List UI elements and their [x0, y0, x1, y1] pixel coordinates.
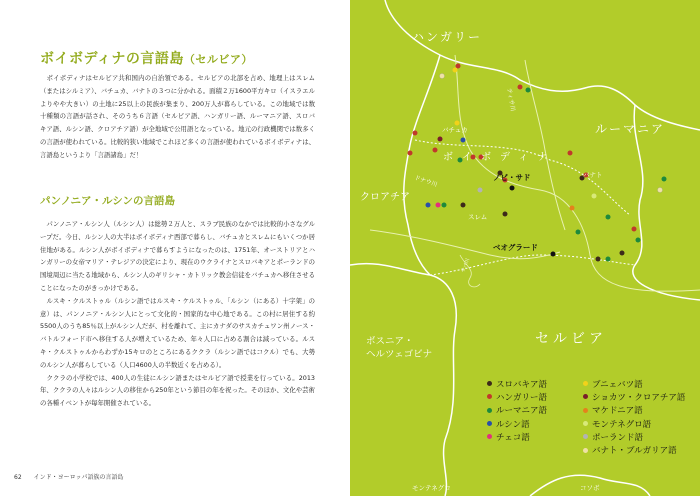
legend-item: ポーランド語: [583, 430, 685, 443]
legend-item: マケドニア語: [583, 404, 685, 417]
legend-item: ハンガリー語: [487, 390, 547, 403]
legend-left: [487, 377, 547, 443]
page-title: ボイボディナの言語島（セルビア）: [40, 51, 253, 67]
paragraph-ruski-krstur: ルスキ・クルストゥル（ルシン語ではルスキ・ケルストゥル、「ルシン（にある）十字架」の意）は、パンノニア・ルシン人にとって文化的・国家的な中心地である。この村に居住する約5500人のうち85％以上がルシン人だが、村を離れて、主にカナダのサスカチュワン州ノース・バトルフォード市へ移住する人が増えているため、年々人口に占める割合は減っている。ルスキ・クルストゥルからわずか15キロのところにあるククラ（ルシン語ではコクル）でも、大勢のルシン人が暮らしている（人口4600人の半数近くを占める）。: [40, 296, 315, 369]
map-page: [350, 0, 700, 496]
legend-dot: [487, 408, 492, 413]
border-bosnia: [350, 264, 456, 496]
legend-item: チェコ語: [487, 430, 547, 443]
page-footer: [14, 472, 123, 481]
legend-dot: [583, 434, 588, 439]
legend-dot: [487, 394, 492, 399]
legend-item: ブニェバツ語: [583, 377, 685, 390]
label-novi-sad: ノビ・サド: [493, 173, 531, 182]
paragraph-rusyn: パンノニア・ルシン人（ルシン人）は総勢２万人と、スラブ民族のなかでは比較的小さなグループだ。今日、ルシン人の大半はボイボディナ西部で暮らし、バチュカとスレムにもいくつか居住地がある。ルシン人がボイボディナで暮らすようになったのは、1751年、オーストリアとハンガリーの女帝マリア・テレジアの決定により、現在のウクライナとスロバキアとポーランドの国境周辺に当たる地域から、ルシン人のギリシャ・カトリック教会信徒をバチュカへ移住させることになったのがきっかけである。: [40, 220, 315, 292]
legend-dot: [583, 381, 588, 386]
belgrade-dot: [551, 252, 556, 257]
label-romania: ルーマニア: [595, 122, 666, 136]
legend-item: ルシン語: [487, 417, 547, 430]
section-heading: パンノニア・ルシンの言語島: [40, 195, 176, 207]
label-danube: ドナウ川: [413, 174, 439, 189]
legend-item: バナト・ブルガリア語: [583, 443, 685, 456]
label-belgrade: ベオグラード: [493, 243, 538, 252]
label-sava: サバ川: [460, 257, 472, 274]
body-paragraphs: [40, 218, 315, 410]
label-srem: スレム: [468, 213, 488, 221]
legend-dot: [487, 421, 492, 426]
legend-item: ルーマニア語: [487, 404, 547, 417]
running-head: インド・ヨーロッパ語族の言語島: [33, 474, 124, 481]
legend-item: スロバキア語: [487, 377, 547, 390]
label-vojvodina: ボイボディナ: [443, 152, 557, 163]
label-tisza: ティサ川: [505, 87, 517, 112]
legend-dot: [583, 394, 588, 399]
label-bosnia: ボスニア・ ヘルツェゴビナ: [366, 336, 433, 360]
paragraph-kucura: ククラの小学校では、400人の生徒にルシン語またはセルビア語で授業を行っている。2013年、ククラの人々はルシン人の移住から250年という節目の年を祝った。そのほか、文化や芸術の各種イベントが毎年開催されている。: [40, 373, 315, 408]
border-hungary-serbia: [385, 0, 700, 130]
legend-item: モンテネグロ語: [583, 417, 685, 430]
legend-dot: [583, 448, 588, 453]
label-backa: バチュカ: [442, 126, 468, 134]
legend-dot: [583, 421, 588, 426]
novi-sad-dot: [510, 186, 515, 191]
label-hungary: ハンガリー: [412, 30, 483, 44]
legend-dot: [487, 381, 492, 386]
legend-right: [583, 377, 685, 457]
intro-paragraph: ボイボディナはセルビア共和国内の自治領である。セルビアの北部を占め、地理上はスレム（またはシルミア）、バチュカ、バナトの３つに分かれる。面積２万1600平方キロ（イスラエルよりやや大きい）の土地に25以上の民族が集まり、200万人が暮らしている。この地域では数十種類の言語が話され、そのうち６言語（セルビア語、ハンガリー語、ルーマニア語、スロバキア語、ルシン語、クロアチア語）が全地域で公用語となっている。地元の行政機関では数多くの言語が使われている。比較的狭い地域でこれほど多くの言語が使われているボイボディナは、言語島というより「言語諸島」だ！: [40, 74, 315, 159]
page-number: 62: [14, 474, 22, 481]
label-banat: バナト: [583, 171, 603, 179]
legend-item: ショカツ・クロアチア語: [583, 390, 685, 403]
label-serbia: セルビア: [535, 331, 607, 347]
legend-dot: [583, 408, 588, 413]
legend-dot: [487, 434, 492, 439]
label-croatia: クロアチア: [360, 192, 410, 203]
label-montenegro: モンテネグロ: [412, 484, 451, 492]
label-kosovo: コソボ: [580, 484, 600, 492]
